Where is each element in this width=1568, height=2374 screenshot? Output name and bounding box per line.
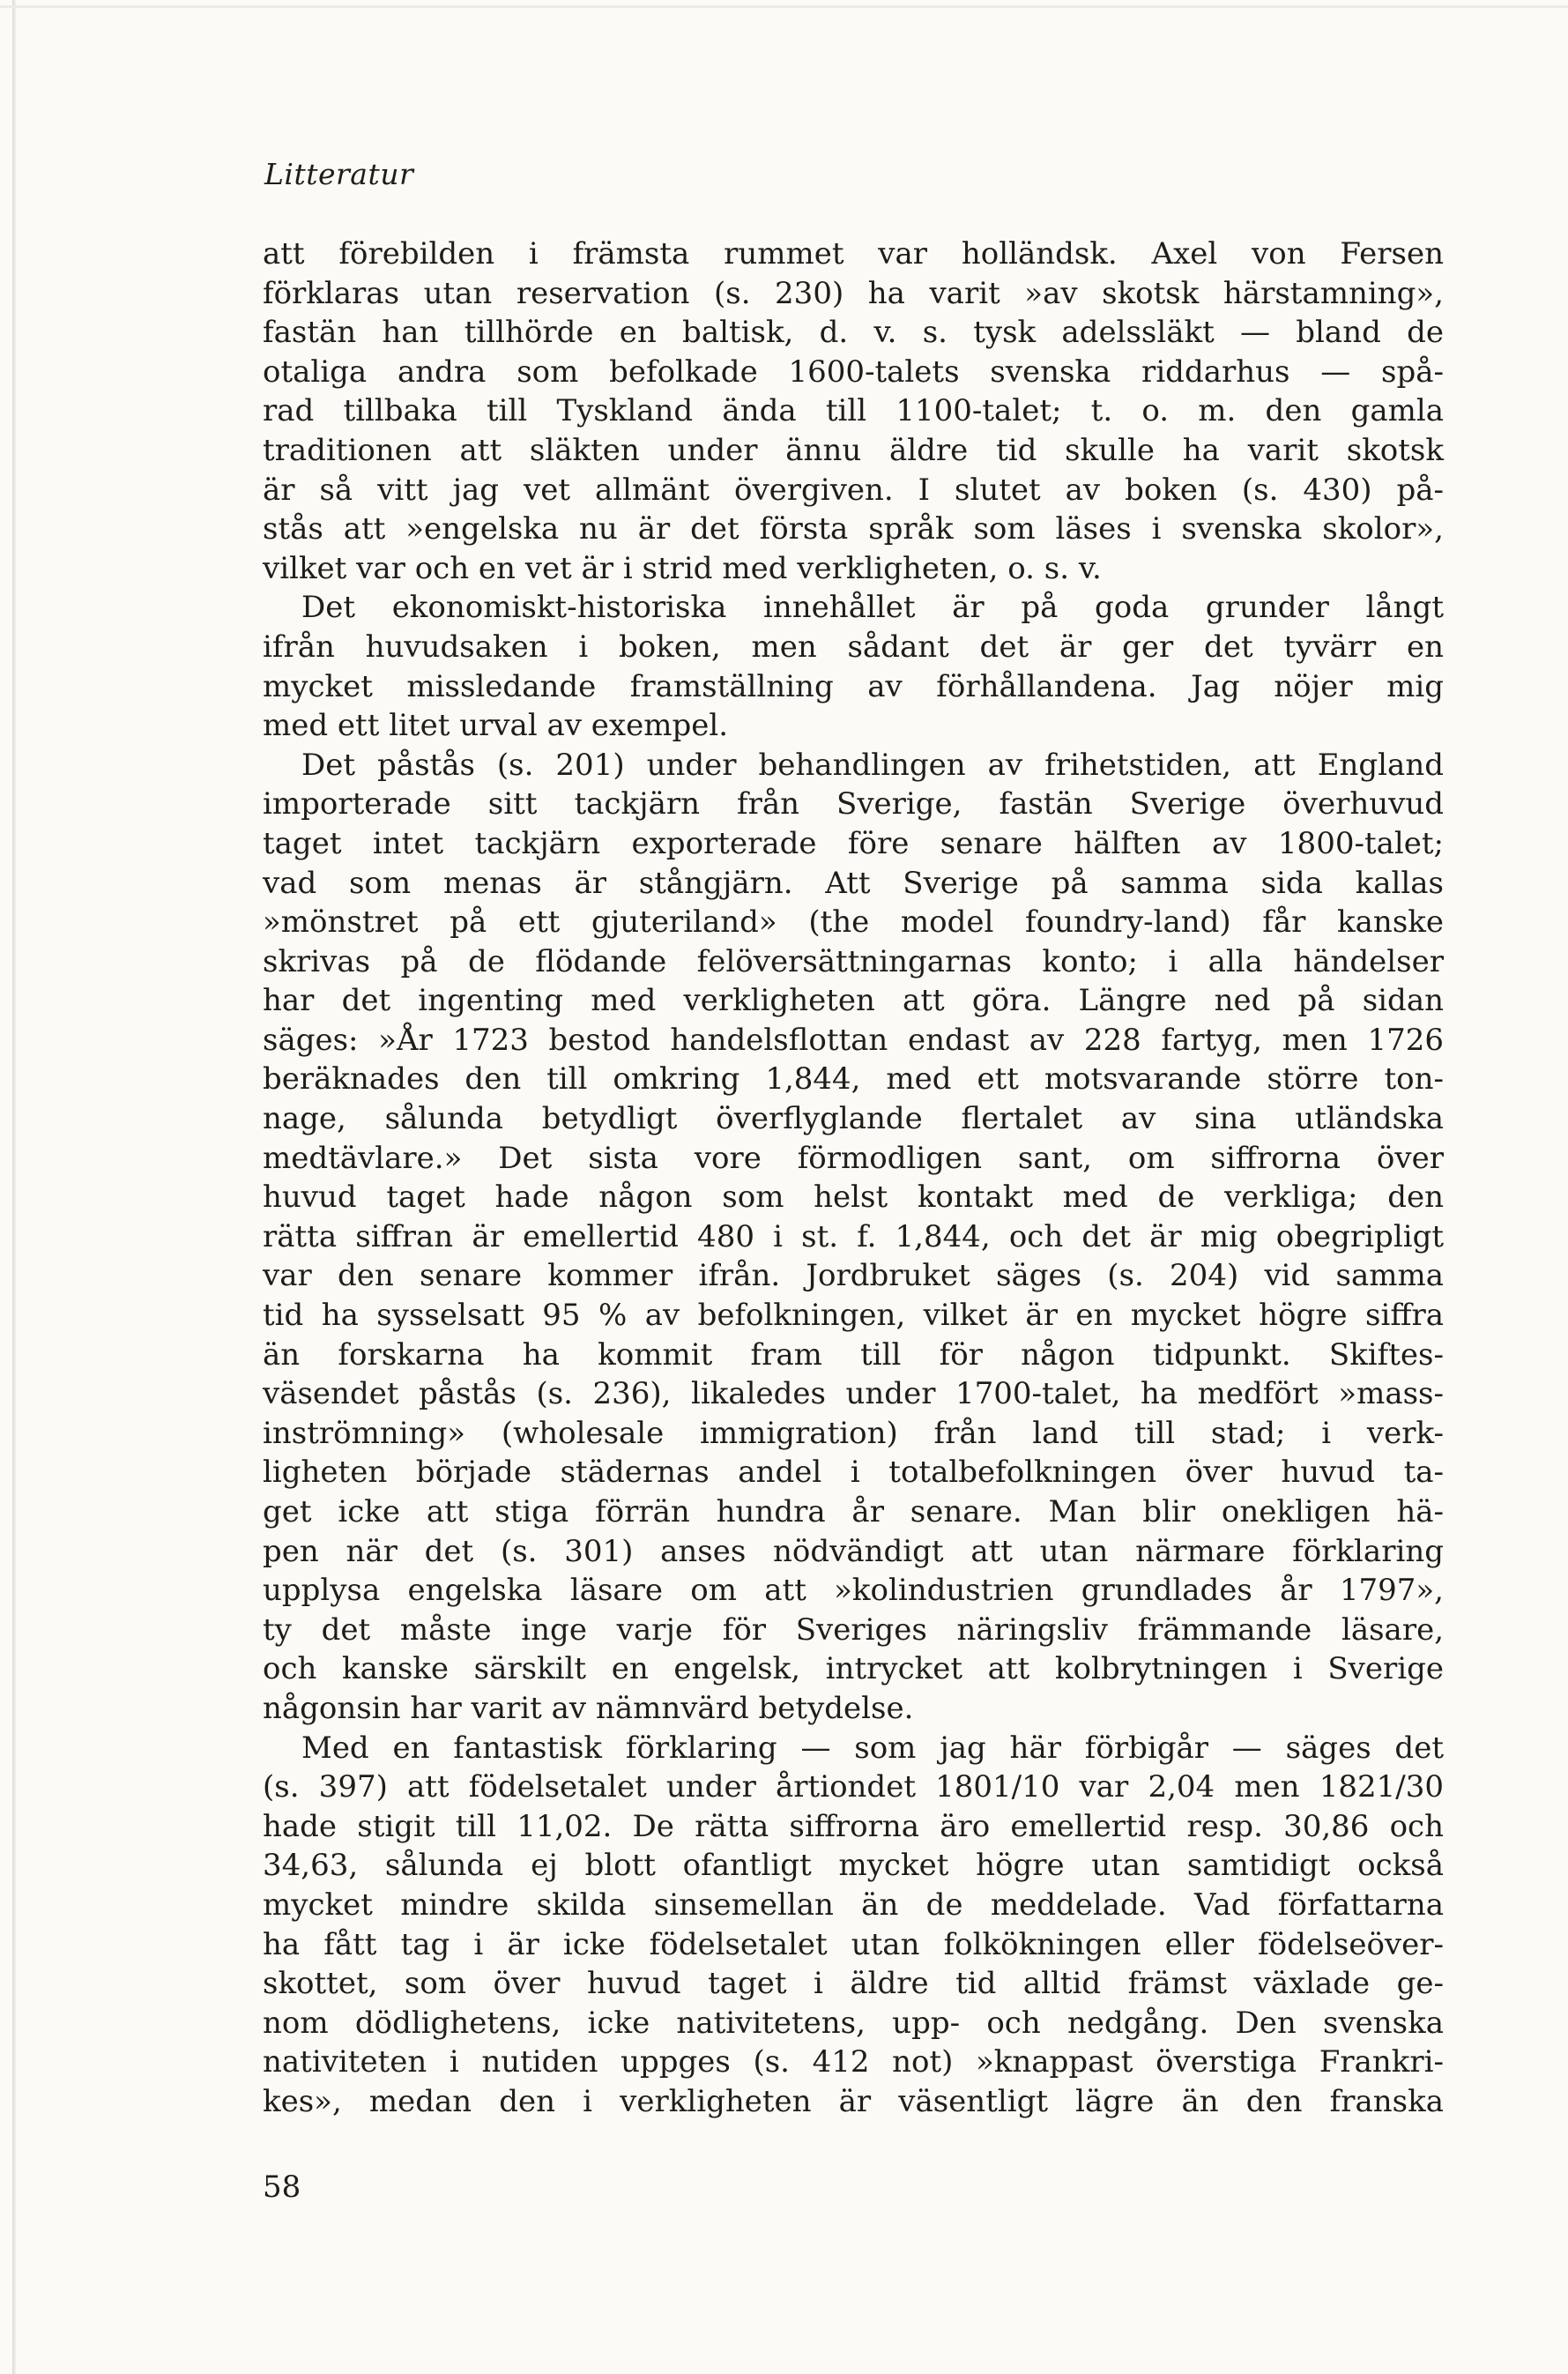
text-line: nage, sålunda betydligt överflyglande flertalet av sina utländska — [263, 1101, 1444, 1137]
text-line: rad tillbaka till Tyskland ända till 1100-talet; t. o. m. den gamla — [263, 393, 1444, 429]
text-line: upplysa engelska läsare om att »kolindustrien grundlades år 1797», — [263, 1573, 1444, 1609]
text-line: väsendet påstås (s. 236), likaledes under 1700-talet, ha medfört »mass- — [263, 1376, 1444, 1412]
text-line: och kanske särskilt en engelsk, intrycket att kolbrytningen i Sverige — [263, 1651, 1444, 1687]
text-line: skrivas på de flödande felöversättningarnas konto; i alla händelser — [263, 943, 1444, 979]
text-line: någonsin har varit av nämnvärd betydelse. — [263, 1690, 914, 1726]
text-line: mycket missledande framställning av förhållandena. Jag nöjer mig — [263, 668, 1444, 704]
text-line: är så vitt jag vet allmänt övergiven. I slutet av boken (s. 430) på- — [263, 472, 1444, 508]
text-line: att förebilden i främsta rummet var holländsk. Axel von Fersen — [263, 236, 1444, 272]
text-line: ifrån huvudsaken i boken, men sådant det är ger det tyvärr en — [263, 629, 1444, 665]
scan-edge-left — [12, 0, 16, 2374]
text-line: »mönstret på ett gjuteriland» (the model foundry-land) får kanske — [263, 904, 1444, 941]
text-line: nativiteten i nutiden uppges (s. 412 not) »knappast överstiga Frankri- — [263, 2044, 1444, 2080]
text-line: Det påstås (s. 201) under behandlingen av frihetstiden, att England — [301, 747, 1444, 783]
text-line: var den senare kommer ifrån. Jordbruket säges (s. 204) vid samma — [263, 1258, 1444, 1294]
text-line: beräknades den till omkring 1,844, med ett motsvarande större ton- — [263, 1061, 1444, 1098]
text-line: inströmning» (wholesale immigration) från land till stad; i verk- — [263, 1415, 1444, 1451]
text-line: Med en fantastisk förklaring — som jag här förbigår — säges det — [301, 1730, 1444, 1766]
text-line: ty det måste inge varje för Sveriges näringsliv främmande läsare, — [263, 1611, 1444, 1648]
text-line: medtävlare.» Det sista vore förmodligen sant, om siffrorna över — [263, 1140, 1444, 1176]
text-line: get icke att stiga förrän hundra år senare. Man blir onekligen hä- — [263, 1494, 1444, 1529]
page — [263, 157, 1444, 2122]
text-line: taget intet tackjärn exporterade före senare hälften av 1800-talet; — [263, 825, 1444, 861]
text-line: vilket var och en vet är i strid med verkligheten, o. s. v. — [263, 550, 1102, 586]
text-line: skottet, som över huvud taget i äldre tid alltid främst växlade ge- — [263, 1966, 1444, 2002]
text-line: ha fått tag i är icke födelsetalet utan folkökningen eller födelseöver- — [263, 1926, 1444, 1962]
running-head: Litteratur — [264, 157, 414, 191]
text-line: fastän han tillhörde en baltisk, d. v. s. tysk adelssläkt — bland de — [263, 315, 1444, 351]
text-line: stås att »engelska nu är det första språk som läses i svenska skolor», — [263, 511, 1444, 547]
text-line: pen när det (s. 301) anses nödvändigt att utan närmare förklaring — [263, 1533, 1444, 1569]
text-line: tid ha sysselsatt 95 % av befolkningen, vilket är en mycket högre siffra — [263, 1298, 1444, 1334]
text-line: säges: »År 1723 bestod handelsflottan endast av 228 fartyg, men 1726 — [263, 1022, 1444, 1058]
text-line: förklaras utan reservation (s. 230) ha varit »av skotsk härstamning», — [263, 275, 1444, 311]
text-line: hade stigit till 11,02. De rätta siffrorna äro emellertid resp. 30,86 och — [263, 1808, 1444, 1844]
text-line: huvud taget hade någon som helst kontakt med de verkliga; den — [263, 1180, 1444, 1216]
page-number: 58 — [263, 2169, 301, 2205]
text-line: mycket mindre skilda sinsemellan än de meddelade. Vad författarna — [263, 1887, 1444, 1923]
text-line: traditionen att släkten under ännu äldre tid skulle ha varit skotsk — [263, 432, 1444, 468]
body-text — [263, 234, 1444, 2122]
text-line: har det ingenting med verkligheten att göra. Längre ned på sidan — [263, 983, 1444, 1019]
text-line: (s. 397) att födelsetalet under årtiondet 1801/10 var 2,04 men 1821/30 — [263, 1769, 1444, 1805]
text-line: än forskarna ha kommit fram till för någon tidpunkt. Skiftes- — [263, 1336, 1444, 1373]
text-line: importerade sitt tackjärn från Sverige, fastän Sverige överhuvud — [263, 786, 1444, 822]
text-line: vad som menas är stångjärn. Att Sverige på samma sida kallas — [263, 865, 1444, 901]
text-line: med ett litet urval av exempel. — [263, 708, 729, 744]
text-line: 34,63, sålunda ej blott ofantligt mycket högre utan samtidigt också — [263, 1848, 1444, 1884]
text-line: kes», medan den i verkligheten är väsentligt lägre än den franska — [263, 2083, 1444, 2119]
text-line: Det ekonomiskt-historiska innehållet är på goda grunder långt — [301, 590, 1444, 626]
text-line: otaliga andra som befolkade 1600-talets svenska riddarhus — spå- — [263, 353, 1444, 390]
scan-edge-top — [0, 5, 1568, 8]
text-line: ligheten började städernas andel i totalbefolkningen över huvud ta- — [263, 1455, 1444, 1491]
text-line: nom dödlighetens, icke nativitetens, upp- och nedgång. Den svenska — [263, 2005, 1444, 2041]
text-line: rätta siffran är emellertid 480 i st. f. 1,844, och det är mig obegripligt — [263, 1218, 1444, 1254]
